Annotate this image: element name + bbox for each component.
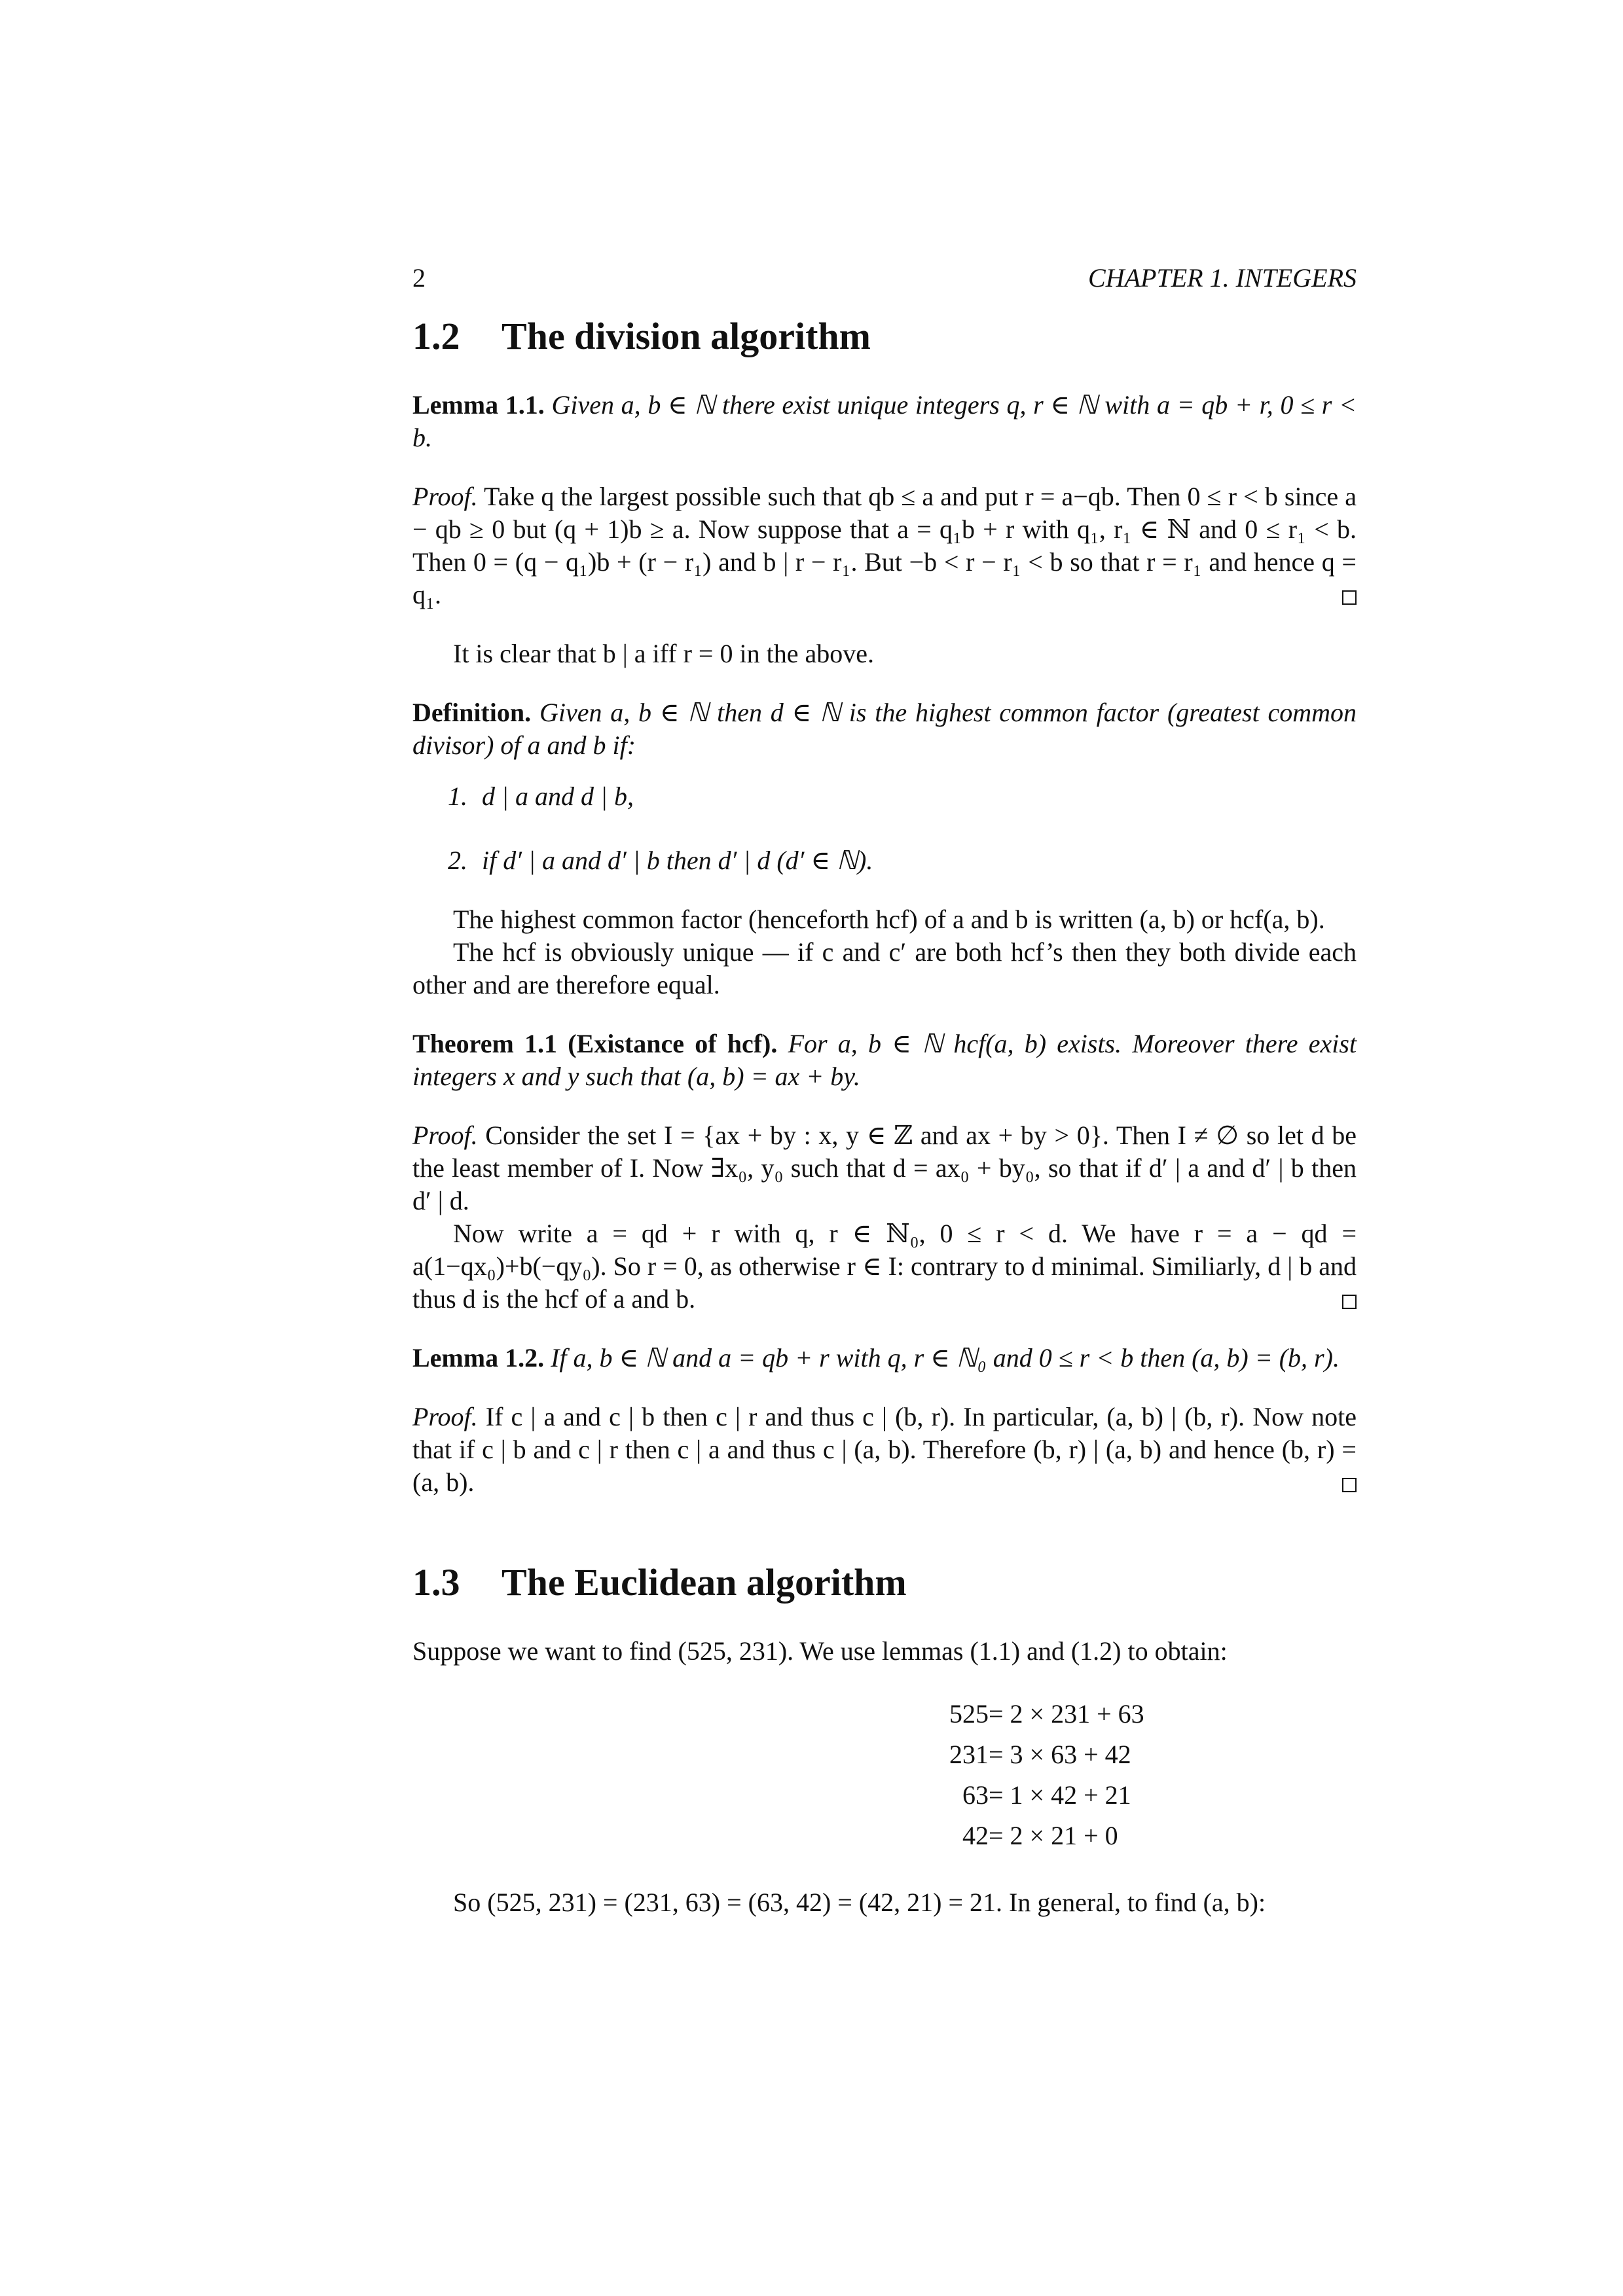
equation-lhs: 63 [962,1780,989,1810]
section-title: The Euclidean algorithm [501,1561,907,1604]
lemma-label: Lemma 1.1. [412,390,545,420]
section-number: 1.2 [412,315,460,357]
chapter-title: CHAPTER 1. INTEGERS [1088,263,1357,293]
list-item-number: 2. [448,846,467,875]
equation-rhs: = 3 × 63 + 42 [989,1740,1131,1769]
proof-paragraph [412,1217,1357,1316]
lemma-1-2 [412,1342,1357,1374]
definition [412,696,1357,762]
equation-lhs: 231 [949,1740,989,1769]
list-item-text: d | a and d | b, [482,781,634,811]
equation-lhs: 525 [949,1699,989,1729]
section-heading-1-3 [412,1559,1357,1606]
proof-theorem-1-1 [412,1119,1357,1316]
proof-text: Take q the largest possible such that qb ≤ a and put r = a−qb. Then 0 ≤ r < b since a − qb ≥ 0 but (q + 1)b ≥ a. Now suppose that a = q₁b + r with q₁, r₁ ∈ ℕ and 0 ≤ r₁ < b. Then 0 = (q − q₁)b + (r − r₁) and b | r − r₁. But −b < r − r₁ < b so that r = r₁ and hence q = q₁. [412,482,1357,609]
page-number: 2 [412,263,426,293]
list-item [448,780,1357,813]
equation-row [412,1816,1357,1856]
proof-lemma-1-1 [412,480,1357,611]
section-number: 1.3 [412,1561,460,1604]
section-title: The division algorithm [501,315,871,357]
hcf-notation: The highest common factor (henceforth hcf) of a and b is written (a, b) or hcf(a, b). [453,905,1325,934]
proof-paragraph [412,1119,1357,1217]
equation-row [412,1694,1357,1734]
equation-rhs: = 2 × 231 + 63 [989,1699,1144,1729]
remark: It is clear that b | a iff r = 0 in the above. [453,639,874,668]
lemma-1-1 [412,389,1357,454]
running-header [412,262,1357,295]
lemma-statement: If a, b ∈ ℕ and a = qb + r with q, r ∈ ℕ₀ and 0 ≤ r < b then (a, b) = (b, r). [551,1343,1340,1372]
definition-conditions [448,780,1357,877]
equation-rhs: = 2 × 21 + 0 [989,1821,1118,1850]
qed-box-icon [1342,590,1357,605]
equation-row [412,1775,1357,1816]
section-heading-1-2 [412,313,1357,360]
proof-label: Proof. [412,1121,478,1150]
lemma-label: Lemma 1.2. [412,1343,545,1372]
proof-text: Consider the set I = {ax + by : x, y ∈ ℤ and ax + by > 0}. Then I ≠ ∅ so let d be the least member of I. Now ∃x₀, y₀ such that d = ax₀ + by₀, so that if d′ | a and d′ | b then d′ | d. [412,1121,1357,1215]
proof-label: Proof. [412,482,478,511]
equation-rhs: = 1 × 42 + 21 [989,1780,1131,1810]
euclid-intro: Suppose we want to find (525, 231). We use lemmas (1.1) and (1.2) to obtain: [412,1636,1228,1666]
definition-label: Definition. [412,698,532,727]
equation-array [412,1694,1357,1856]
hcf-uniqueness: The hcf is obviously unique — if c and c′ are both hcf’s then they both divide each other and are therefore equal. [412,937,1357,999]
euclid-conclusion: So (525, 231) = (231, 63) = (63, 42) = (42, 21) = 21. In general, to find (a, b): [453,1888,1266,1917]
proof-text: If c | a and c | b then c | r and thus c | (b, r). In particular, (a, b) | (b, r). Now note that if c | b and c | r then c | a and thus c | (a, b). Therefore (b, r) | (a, b) and hence (b, r) = (a, b). [412,1402,1357,1497]
qed-box-icon [1342,1295,1357,1309]
proof-label: Proof. [412,1402,478,1431]
definition-statement: Given a, b ∈ ℕ then d ∈ ℕ is the highest common factor (greatest common divisor) of a and b if: [412,698,1357,760]
list-item-text: if d′ | a and d′ | b then d′ | d (d′ ∈ ℕ). [482,846,873,875]
equation-lhs: 42 [962,1821,989,1850]
theorem-1-1 [412,1028,1357,1093]
page-content [412,262,1357,1919]
theorem-label: Theorem 1.1 (Existance of hcf). [412,1029,778,1058]
qed-box-icon [1342,1478,1357,1492]
lemma-statement: Given a, b ∈ ℕ there exist unique integers q, r ∈ ℕ with a = qb + r, 0 ≤ r < b. [412,390,1357,452]
list-item [448,844,1357,877]
equation-row [412,1734,1357,1775]
list-item-number: 1. [448,781,467,811]
proof-text: Now write a = qd + r with q, r ∈ ℕ₀, 0 ≤ r < d. We have r = a − qd = a(1−qx₀)+b(−qy₀). So r = 0, as otherwise r ∈ I: contrary to d minimal. Similiarly, d | b and thus d is the hcf of a and b. [412,1219,1357,1314]
theorem-statement: For a, b ∈ ℕ hcf(a, b) exists. Moreover there exist integers x and y such that (a, b) = ax + by. [412,1029,1357,1091]
proof-lemma-1-2 [412,1401,1357,1499]
